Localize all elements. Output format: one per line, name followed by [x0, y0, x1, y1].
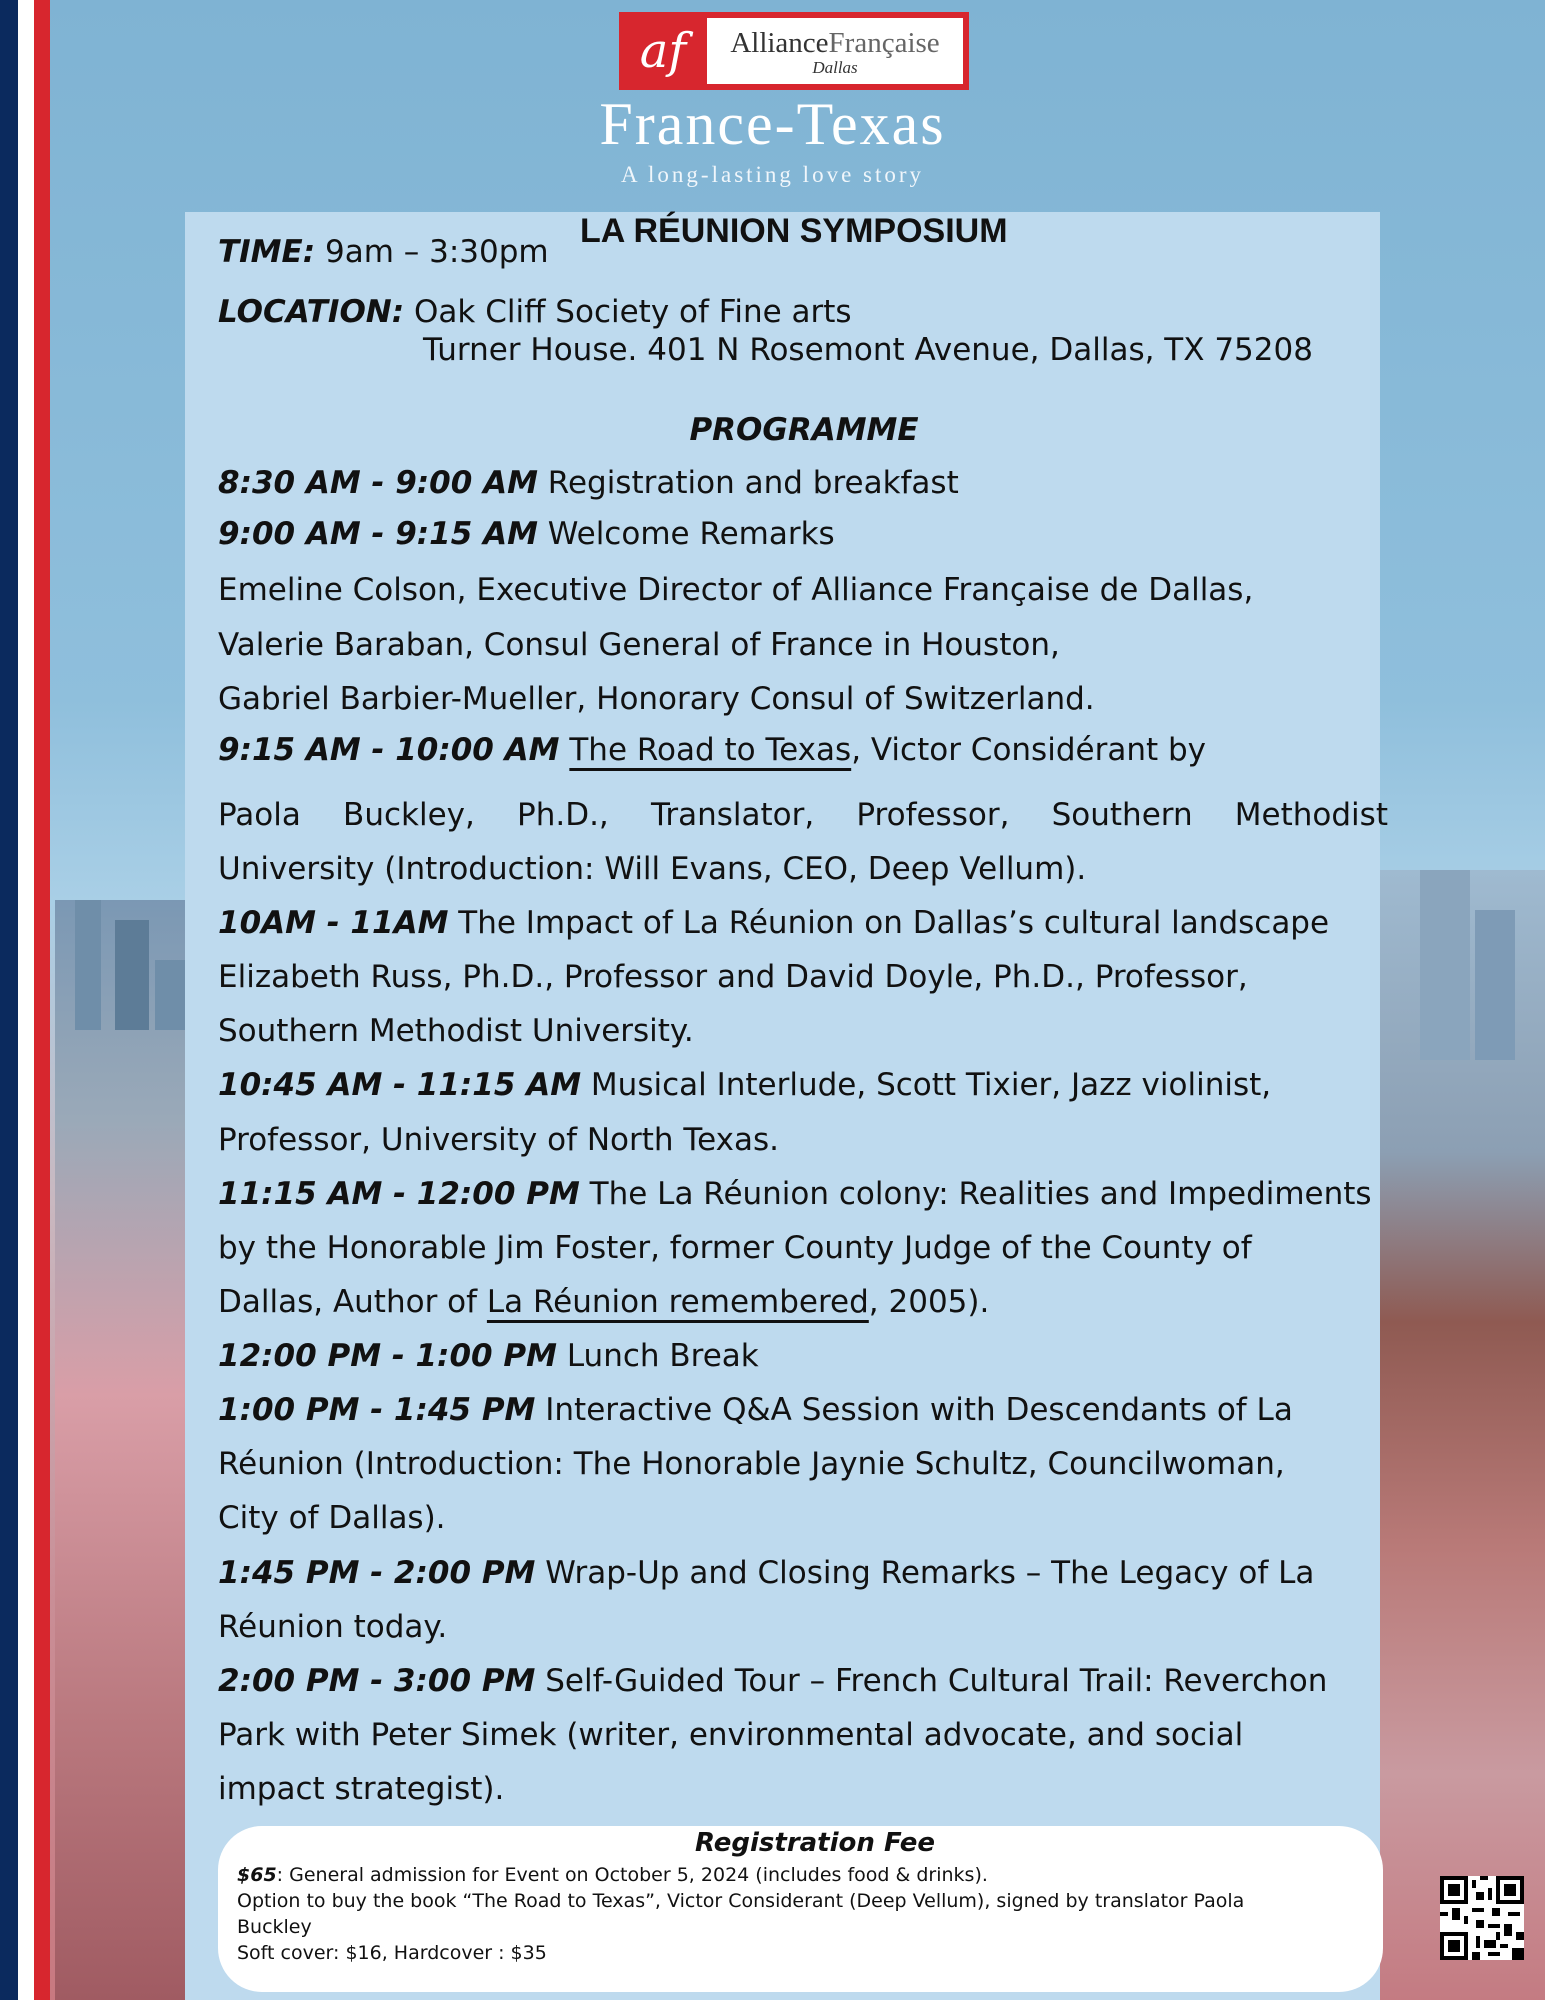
- schedule-item: 1:45 PM - 2:00 PM Wrap-Up and Closing Remarks – The Legacy of La: [218, 1555, 1315, 1591]
- alliance-francaise-logo: [619, 12, 969, 90]
- speaker-line: Réunion (Introduction: The Honorable Jaynie Schultz, Councilwoman,: [218, 1446, 1285, 1482]
- programme-heading: PROGRAMME: [689, 412, 919, 448]
- speaker-line: by the Honorable Jim Foster, former County Judge of the County of: [218, 1230, 1252, 1266]
- speaker-line: Elizabeth Russ, Ph.D., Professor and David Doyle, Ph.D., Professor,: [218, 959, 1248, 995]
- schedule-item: 9:00 AM - 9:15 AM Welcome Remarks: [218, 516, 835, 552]
- schedule-item: 10AM - 11AM The Impact of La Réunion on Dallas’s cultural landscape: [218, 905, 1330, 941]
- schedule-item: 11:15 AM - 12:00 PM The La Réunion colony: Realities and Impediments: [218, 1176, 1372, 1212]
- speaker-line: Professor, University of North Texas.: [218, 1122, 779, 1158]
- speaker-line: Réunion today.: [218, 1609, 448, 1645]
- speaker-line: Southern Methodist University.: [218, 1013, 694, 1049]
- speaker-line: Emeline Colson, Executive Director of Alliance Française de Dallas,: [218, 572, 1254, 608]
- speaker-line: City of Dallas).: [218, 1500, 446, 1536]
- speaker-line: impact strategist).: [218, 1771, 505, 1807]
- speaker-line: Gabriel Barbier-Mueller, Honorary Consul of Switzerland.: [218, 681, 1095, 717]
- registration-price: $65: General admission for Event on October 5, 2024 (includes food & drinks).: [237, 1864, 988, 1886]
- event-time: TIME: 9am – 3:30pm: [218, 234, 549, 270]
- book-title-la-reunion-remembered: La Réunion remembered: [486, 1284, 869, 1320]
- speaker-line: University (Introduction: Will Evans, CEO, Deep Vellum).: [218, 851, 1087, 887]
- schedule-item: 8:30 AM - 9:00 AM Registration and breakfast: [218, 465, 959, 501]
- qr-code-icon[interactable]: [1440, 1876, 1524, 1960]
- schedule-item: 2:00 PM - 3:00 PM Self-Guided Tour – French Cultural Trail: Reverchon: [218, 1663, 1328, 1699]
- speaker-line: Valerie Baraban, Consul General of France in Houston,: [218, 627, 1060, 663]
- registration-title: Registration Fee: [695, 1828, 935, 1858]
- speaker-line: Park with Peter Simek (writer, environmental advocate, and social: [218, 1717, 1244, 1753]
- schedule-item: 12:00 PM - 1:00 PM Lunch Break: [218, 1338, 759, 1374]
- logo-city: Dallas: [812, 58, 858, 77]
- page-title: France-Texas: [599, 91, 946, 157]
- event-location: LOCATION: Oak Cliff Society of Fine arts: [218, 294, 852, 330]
- book-title-road-to-texas: The Road to Texas: [569, 732, 852, 768]
- book-prices: Soft cover: $16, Hardcover : $35: [237, 1942, 547, 1964]
- af-logo-mark: af: [639, 23, 687, 79]
- schedule-item: 10:45 AM - 11:15 AM Musical Interlude, Scott Tixier, Jazz violinist,: [218, 1067, 1272, 1103]
- book-offer-cont: Buckley: [237, 1916, 312, 1938]
- speaker-line-justified: Paola Buckley, Ph.D., Translator, Professor, Southern Methodist: [218, 797, 1388, 833]
- white-stripe: [18, 0, 34, 2000]
- page-subtitle: A long-lasting love story: [620, 162, 925, 187]
- schedule-item: 9:15 AM - 10:00 AM The Road to Texas, Victor Considérant by: [218, 732, 1206, 768]
- schedule-item: 1:00 PM - 1:45 PM Interactive Q&A Session with Descendants of La: [218, 1392, 1293, 1428]
- navy-stripe: [0, 0, 18, 2000]
- speaker-line: Dallas, Author of La Réunion remembered, 2005).: [218, 1284, 990, 1320]
- event-address: Turner House. 401 N Rosemont Avenue, Dallas, TX 75208: [423, 332, 1313, 368]
- logo-name: AllianceFrançaise: [730, 27, 940, 59]
- event-title: LA RÉUNION SYMPOSIUM: [580, 212, 1008, 250]
- book-offer: Option to buy the book “The Road to Texas”, Victor Considerant (Deep Vellum), signed by translator Paola: [237, 1890, 1245, 1912]
- red-stripe: [34, 0, 50, 2000]
